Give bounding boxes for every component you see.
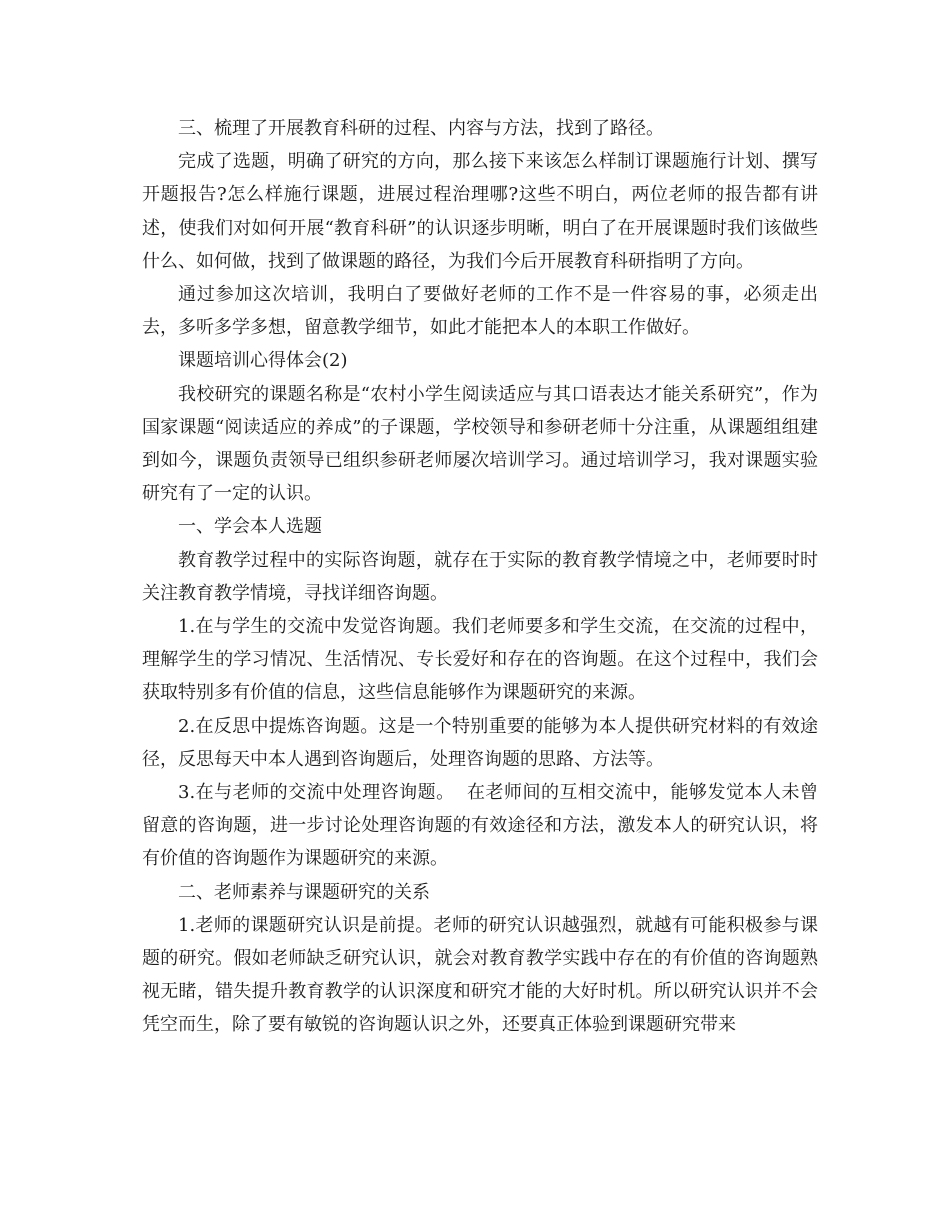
paragraph: 通过参加这次培训，我明白了要做好老师的工作不是一件容易的事，必须走出去，多听多学多想，留意教学细节，如此才能把本人的本职工作做好。 <box>142 284 818 339</box>
paragraph-list-item: 1.在与学生的交流中发觉咨询题。我们老师要多和学生交流，在交流的过程中，理解学生的学习情况、生活情况、专长爱好和存在的咨询题。在这个过程中，我们会获取特别多有价值的信息，这些信息能够作为课题研究的来源。 <box>142 616 818 704</box>
paragraph-section-two-heading: 二、老师素养与课题研究的关系 <box>178 881 430 903</box>
paragraph-article-title: 课题培训心得体会(2) <box>178 350 348 372</box>
paragraph-section-one-heading: 一、学会本人选题 <box>178 516 322 538</box>
paragraph: 教育教学过程中的实际咨询题，就存在于实际的教育教学情境之中，老师要时时关注教育教学情境，寻找详细咨询题。 <box>142 549 818 604</box>
paragraph: 我校研究的课题名称是“农村小学生阅读适应与其口语表达才能关系研究”，作为国家课题“阅读适应的养成”的子课题，学校领导和参研老师十分注重，从课题组组建到如今，课题负责领导已组织参研老师屡次培训学习。通过培训学习，我对课题实验研究有了一定的认识。 <box>142 383 818 505</box>
paragraph: 完成了选题，明确了研究的方向，那么接下来该怎么样制订课题施行计划、撰写开题报告?怎么样施行课题，进展过程治理哪?这些不明白，两位老师的报告都有讲述，使我们对如何开展“教育科研”的认识逐步明晰，明白了在开展课题时我们该做些什么、如何做，找到了做课题的路径，为我们今后开展教育科研指明了方向。 <box>142 151 818 272</box>
paragraph-list-item: 2.在反思中提炼咨询题。这是一个特别重要的能够为本人提供研究材料的有效途径，反思每天中本人遇到咨询题后，处理咨询题的思路、方法等。 <box>142 715 818 770</box>
paragraph-list-item: 1.老师的课题研究认识是前提。老师的研究认识越强烈，就越有可能积极参与课题的研究。假如老师缺乏研究认识，就会对教育教学实践中存在的有价值的咨询题熟视无睹，错失提升教育教学的认识深度和研究才能的大好时机。所以研究认识并不会凭空而生，除了要有敏锐的咨询题认识之外，还要真正体验到课题研究带来 <box>142 914 818 1036</box>
paragraph-list-item: 3.在与老师的交流中处理咨询题。 在老师间的互相交流中，能够发觉本人未曾留意的咨询题，进一步讨论处理咨询题的有效途径和方法，激发本人的研究认识，将有价值的咨询题作为课题研究的来源。 <box>142 782 818 870</box>
paragraph-section-three-heading: 三、梳理了开展教育科研的过程、内容与方法，找到了路径。 <box>178 118 664 139</box>
document-body <box>142 112 818 1042</box>
